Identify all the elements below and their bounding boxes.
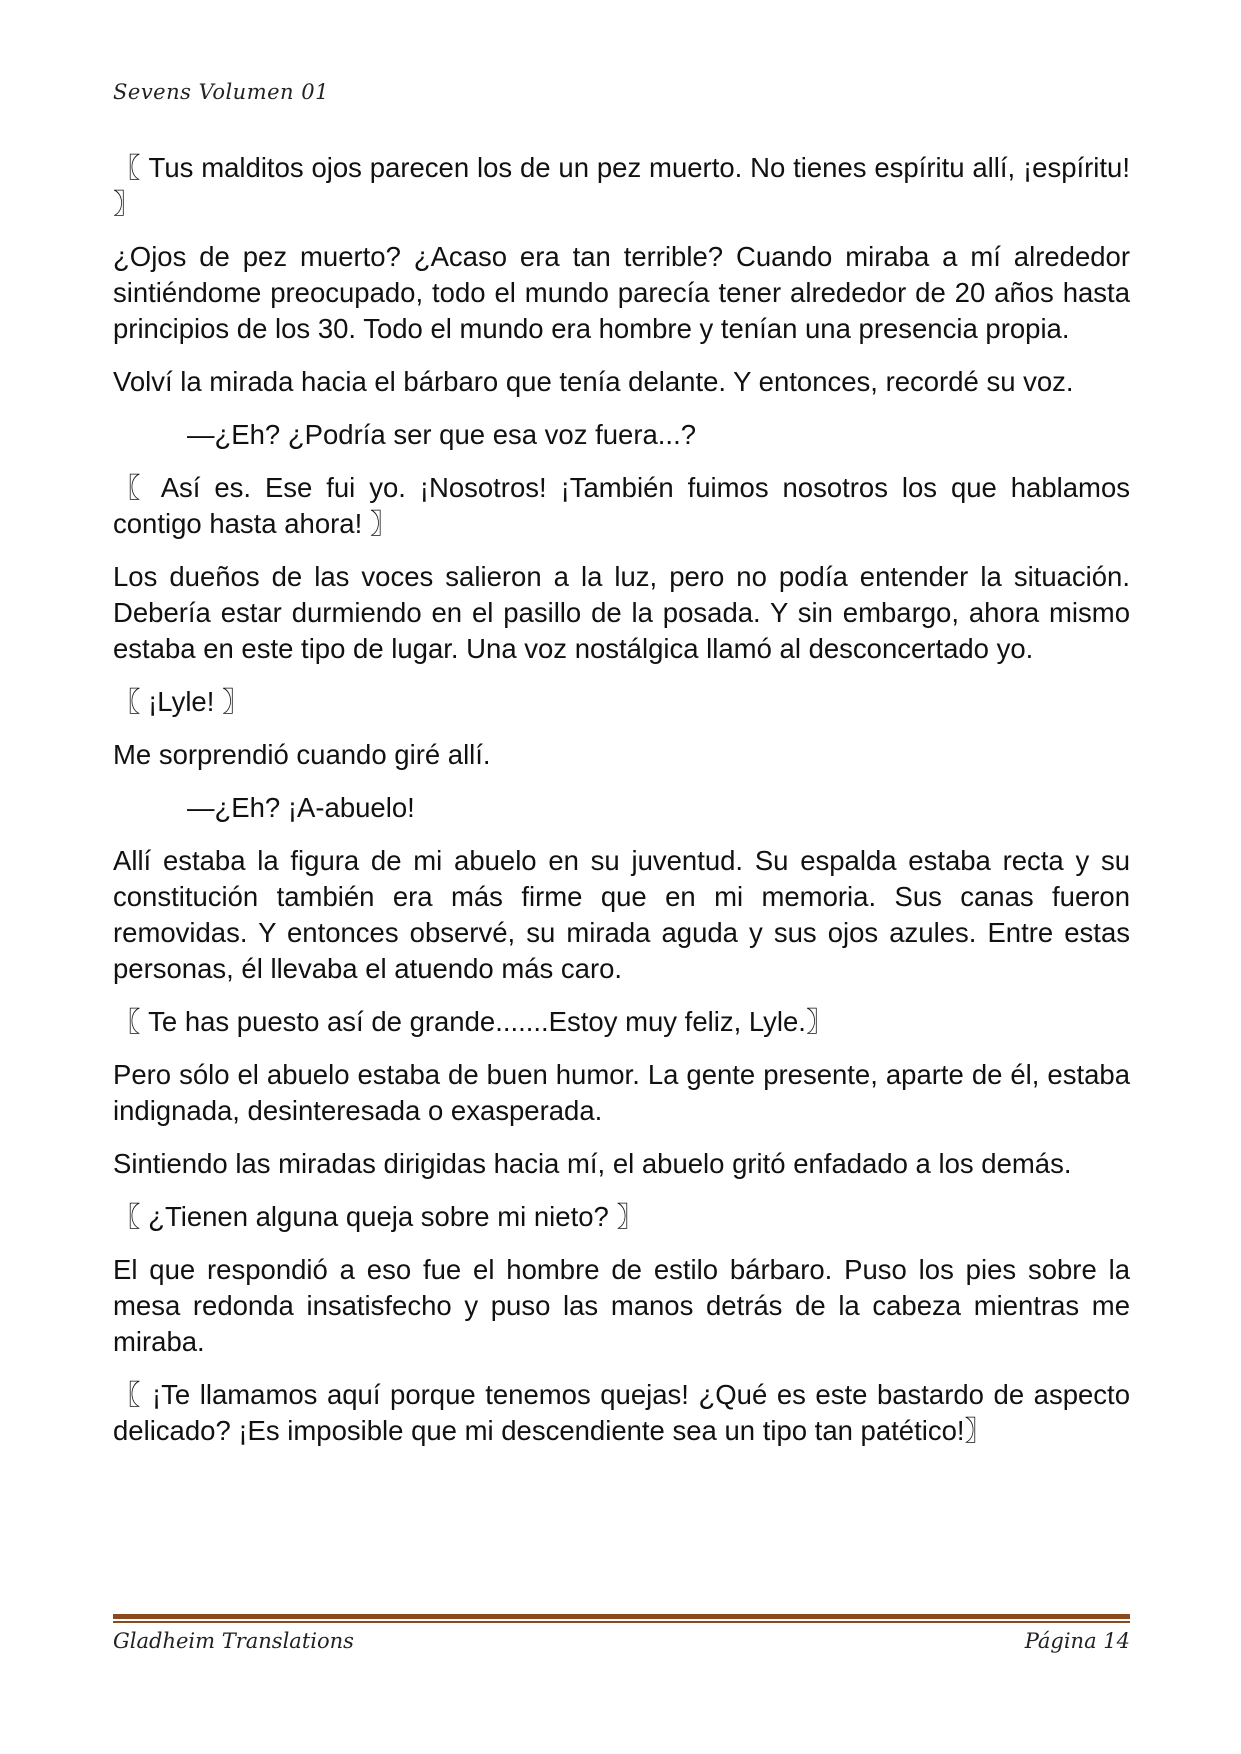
paragraph: Allí estaba la figura de mi abuelo en su juventud. Su espalda estaba recta y su constitución también era más firme que en mi memoria. Sus canas fueron removidas. Y entonces observé, su mirada aguda y sus ojos azules. Entre estas personas, él llevaba el atuendo más caro. (113, 845, 1130, 984)
paragraph: Pero sólo el abuelo estaba de buen humor. La gente presente, aparte de él, estaba indignada, desinteresada o exasperada. (113, 1059, 1130, 1126)
paragraph-quote: 〖 Te has puesto así de grande.......Estoy muy feliz, Lyle.〗 (113, 1006, 834, 1037)
paragraph-quote: 〖 ¿Tienen alguna queja sobre mi nieto? 〗 (113, 1201, 644, 1232)
footer-divider-thin (113, 1621, 1130, 1623)
paragraph-quote: 〖 ¡Te llamamos aquí porque tenemos quejas! ¿Qué es este bastardo de aspecto delicado? ¡Es imposible que mi descendiente sea un tipo tan patético!〗 (113, 1379, 1130, 1446)
footer-publisher: Gladheim Translations (113, 1629, 354, 1653)
running-header: Sevens Volumen 01 (113, 80, 329, 104)
footer-divider-thick (113, 1614, 1130, 1619)
paragraph: Volví la mirada hacia el bárbaro que tenía delante. Y entonces, recordé su voz. (113, 366, 1074, 397)
page-number: Página 14 (1024, 1629, 1130, 1653)
paragraph: ¿Ojos de pez muerto? ¿Acaso era tan terrible? Cuando miraba a mí alrededor sintiéndome preocupado, todo el mundo parecía tener alrededor de 20 años hasta principios de los 30. Todo el mundo era hombre y tenían una presencia propia. (113, 241, 1130, 344)
paragraph: Me sorprendió cuando giré allí. (113, 739, 491, 770)
paragraph: Los dueños de las voces salieron a la luz, pero no podía entender la situación. Debería estar durmiendo en el pasillo de la posada. Y sin embargo, ahora mismo estaba en este tipo de lugar. Una voz nostálgica llamó al desconcertado yo. (113, 561, 1130, 664)
paragraph-quote: 〖 Tus malditos ojos parecen los de un pez muerto. No tienes espíritu allí, ¡espíritu! 〗 (113, 152, 1130, 219)
paragraph-dialogue: —¿Eh? ¿Podría ser que esa voz fuera...? (187, 419, 697, 450)
paragraph-quote: 〖 ¡Lyle! 〗 (113, 686, 250, 717)
footer-divider (113, 1614, 1130, 1623)
paragraph: El que respondió a eso fue el hombre de estilo bárbaro. Puso los pies sobre la mesa redonda insatisfecho y puso las manos detrás de la cabeza mientras me miraba. (113, 1254, 1130, 1357)
paragraph-quote: 〖 Así es. Ese fui yo. ¡Nosotros! ¡También fuimos nosotros los que hablamos contigo hasta ahora! 〗 (113, 472, 1130, 539)
paragraph: Sintiendo las miradas dirigidas hacia mí, el abuelo gritó enfadado a los demás. (113, 1148, 1072, 1179)
paragraph-dialogue: —¿Eh? ¡A-abuelo! (187, 792, 415, 823)
page-body (113, 150, 1130, 1466)
